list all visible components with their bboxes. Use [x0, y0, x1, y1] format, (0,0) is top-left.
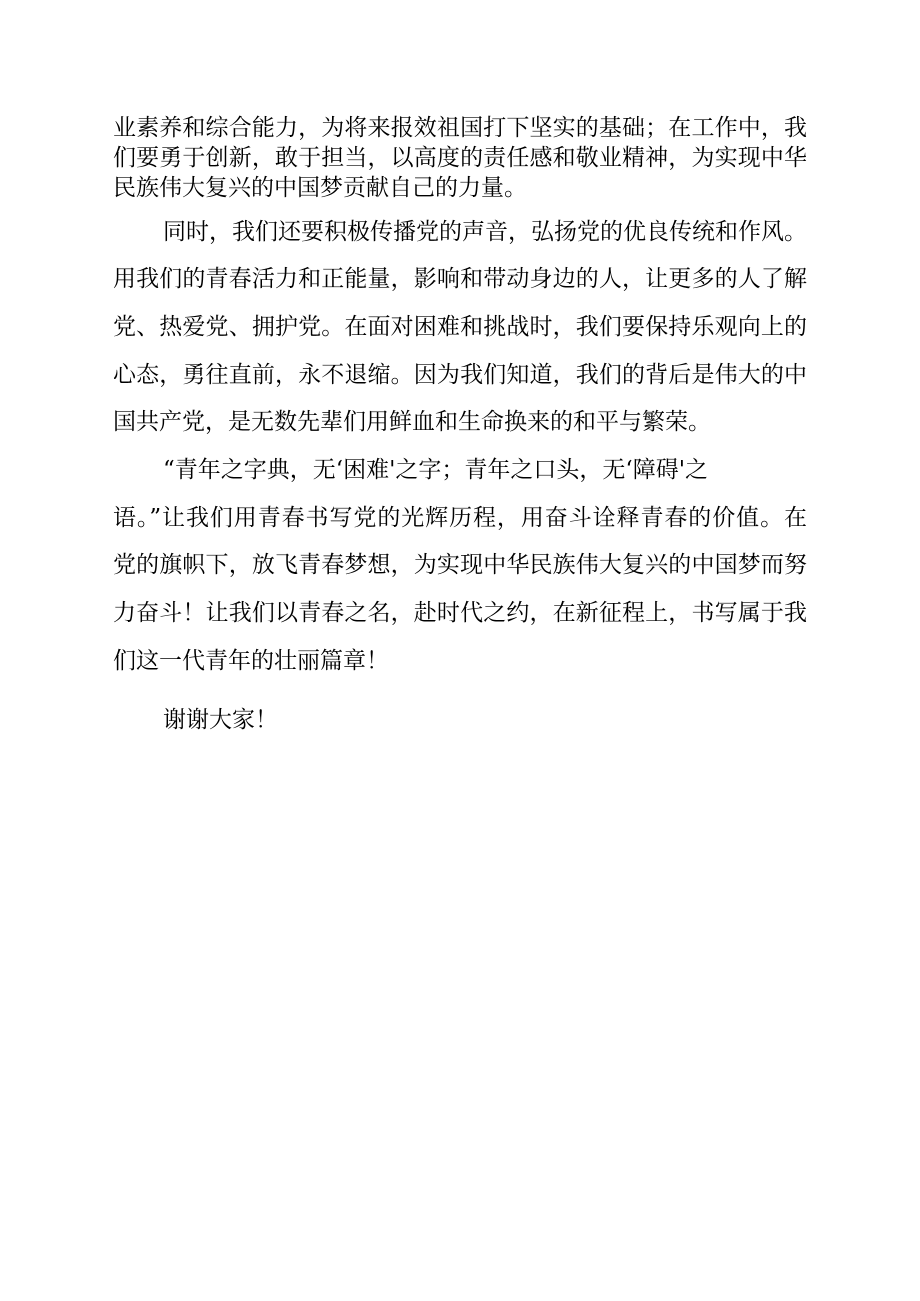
paragraph-2-line-1: 同时，我们还要积极传播党的声音，弘扬党的优良传统和作风。	[163, 219, 807, 245]
paragraph-3-line-2: 语。”让我们用青春书写党的光辉历程，用奋斗诠释青春的价值。在	[113, 505, 807, 531]
paragraph-1-line-3: 民族伟大复兴的中国梦贡献自己的力量。	[113, 175, 527, 201]
paragraph-3-line-4: 力奋斗！让我们以青春之名，赴时代之约，在新征程上，书写属于我	[113, 600, 807, 626]
closing-line: 谢谢大家！	[163, 707, 278, 733]
paragraph-2-line-4: 心态，勇往直前，永不退缩。因为我们知道，我们的背后是伟大的中	[113, 362, 807, 388]
paragraph-2-line-3: 党、热爱党、拥护党。在面对困难和挑战时，我们要保持乐观向上的	[113, 314, 807, 340]
paragraph-1-line-1: 业素养和综合能力，为将来报效祖国打下坚实的基础；在工作中，我	[113, 115, 807, 141]
paragraph-3-line-5: 们这一代青年的壮丽篇章！	[113, 648, 389, 674]
paragraph-2-line-5: 国共产党，是无数先辈们用鲜血和生命换来的和平与繁荣。	[113, 409, 711, 435]
paragraph-2-line-2: 用我们的青春活力和正能量，影响和带动身边的人，让更多的人了解	[113, 266, 807, 292]
paragraph-1-line-2: 们要勇于创新，敢于担当，以高度的责任感和敬业精神，为实现中华	[113, 145, 807, 171]
paragraph-3-line-1: “青年之字典，无‘困难'之字；青年之口头，无‘障碍'之	[163, 457, 709, 483]
paragraph-3-line-3: 党的旗帜下，放飞青春梦想，为实现中华民族伟大复兴的中国梦而努	[113, 552, 807, 578]
